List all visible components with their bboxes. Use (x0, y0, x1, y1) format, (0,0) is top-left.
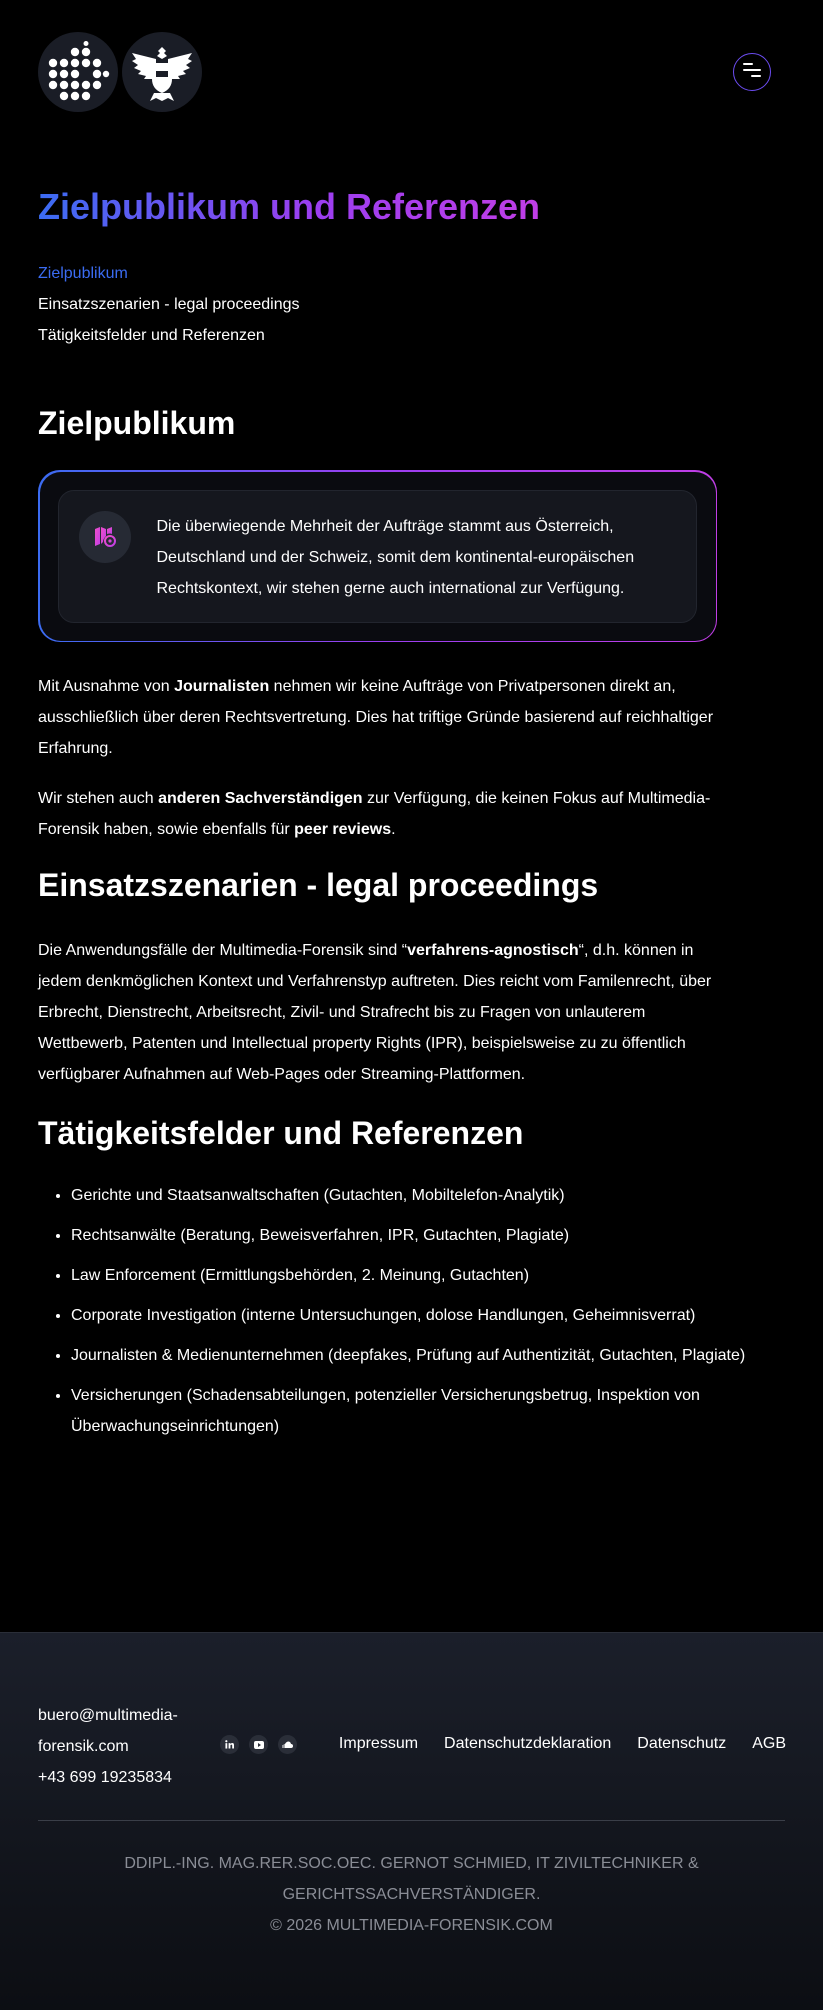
contact-info (38, 1700, 208, 1793)
soundcloud-icon[interactable] (278, 1735, 297, 1754)
site-header (38, 32, 771, 114)
footer-link-agb[interactable]: AGB (752, 1735, 786, 1752)
paragraph-sachverstaendige: Wir stehen auch anderen Sachverständigen zur Verfügung, die keinen Fokus auf Multimedia-Forensik haben, sowie ebenfalls für peer reviews. (38, 790, 711, 838)
list-item: • Journalisten & Medienunternehmen (deepfakes, Prüfung auf Authentizität, Gutachten, Plagiate) (71, 1340, 771, 1371)
activity-fields-list (38, 1180, 771, 1451)
paragraph-journalisten: Mit Ausnahme von Journalisten nehmen wir keine Aufträge von Privatpersonen direkt an, ausschließlich über deren Rechtsvertretung. Dies hat triftige Gründe basierend auf reichhaltiger Erfahrung. (38, 678, 714, 757)
footer-link-impressum[interactable]: Impressum (338, 1735, 419, 1752)
section-heading-einsatzszenarien: Einsatzszenarien - legal proceedings (38, 867, 599, 903)
footer-divider (38, 1820, 785, 1821)
footer-link-datenschutzdeklaration[interactable]: Datenschutzdeklaration (444, 1735, 612, 1752)
menu-button[interactable] (733, 53, 771, 91)
toc-link-zielpublikum[interactable]: Zielpublikum (38, 265, 128, 282)
page-title: Zielpublikum und Referenzen (38, 186, 541, 227)
social-links (220, 1735, 297, 1754)
phone-link[interactable]: +43 699 19235834 (38, 1769, 172, 1786)
footer-link-datenschutz[interactable]: Datenschutz (637, 1735, 727, 1752)
list-item: • Law Enforcement (Ermittlungsbehörden, 2. Meinung, Gutachten) (71, 1260, 771, 1291)
youtube-icon[interactable] (249, 1735, 268, 1754)
map-pin-icon (79, 511, 131, 563)
toc-link-einsatzszenarien[interactable]: Einsatzszenarien - legal proceedings (38, 296, 300, 313)
email-link[interactable]: buero@multimedia-forensik.com (38, 1707, 178, 1755)
list-item: • Corporate Investigation (interne Untersuchungen, dolose Handlungen, Geheimnisverrat) (71, 1300, 771, 1331)
table-of-contents (38, 258, 299, 351)
paragraph-verfahrens-agnostisch: Die Anwendungsfälle der Multimedia-Forensik sind “verfahrens-agnostisch“, d.h. können in jedem denkmöglichen Kontext und Verfahrenstyp auftreten. Dies reicht vom Familenrecht, über Erbrecht, Dienstrecht, Arbeitsrecht, Zivil- und Strafrecht bis zu Fragen von unlauterem Wettbewerb, Patenten und Intellectual property Rights (IPR), beispielsweise zu zu öffentlich verfügbarer Aufnahmen auf Web-Pages oder Streaming-Plattformen. (38, 942, 712, 1083)
list-item: • Versicherungen (Schadensabteilungen, potenzieller Versicherungsbetrug, Inspektion von Überwachungseinrichtungen) (71, 1380, 771, 1442)
site-footer (0, 1632, 823, 2010)
menu-icon (743, 63, 761, 82)
list-item: • Gerichte und Staatsanwaltschaften (Gutachten, Mobiltelefon-Analytik) (71, 1180, 771, 1211)
section-heading-taetigkeitsfelder: Tätigkeitsfelder und Referenzen (38, 1115, 524, 1151)
footer-links (339, 1735, 786, 1753)
linkedin-icon[interactable] (220, 1735, 239, 1754)
info-card (38, 470, 717, 642)
dot-matrix-logo-icon[interactable] (38, 32, 118, 112)
eagle-crest-icon[interactable] (122, 32, 202, 112)
legal-text (110, 1848, 713, 1941)
toc-link-taetigkeitsfelder[interactable]: Tätigkeitsfelder und Referenzen (38, 327, 265, 344)
copyright: © 2026 MULTIMEDIA-FORENSIK.COM (270, 1917, 553, 1934)
info-card-text: Die überwiegende Mehrheit der Aufträge stammt aus Österreich, Deutschland und der Schweiz, somit dem kontinental-europäischen Rechtskontext, wir stehen gerne auch international zur Verfügung. (156, 517, 635, 597)
section-heading-zielpublikum: Zielpublikum (38, 405, 236, 441)
legal-owner: DDIPL.-ING. MAG.RER.SOC.OEC. GERNOT SCHMIED, IT ZIVILTECHNIKER & GERICHTSSACHVERSTÄNDIGER. (124, 1855, 699, 1903)
list-item: • Rechtsanwälte (Beratung, Beweisverfahren, IPR, Gutachten, Plagiate) (71, 1220, 771, 1251)
